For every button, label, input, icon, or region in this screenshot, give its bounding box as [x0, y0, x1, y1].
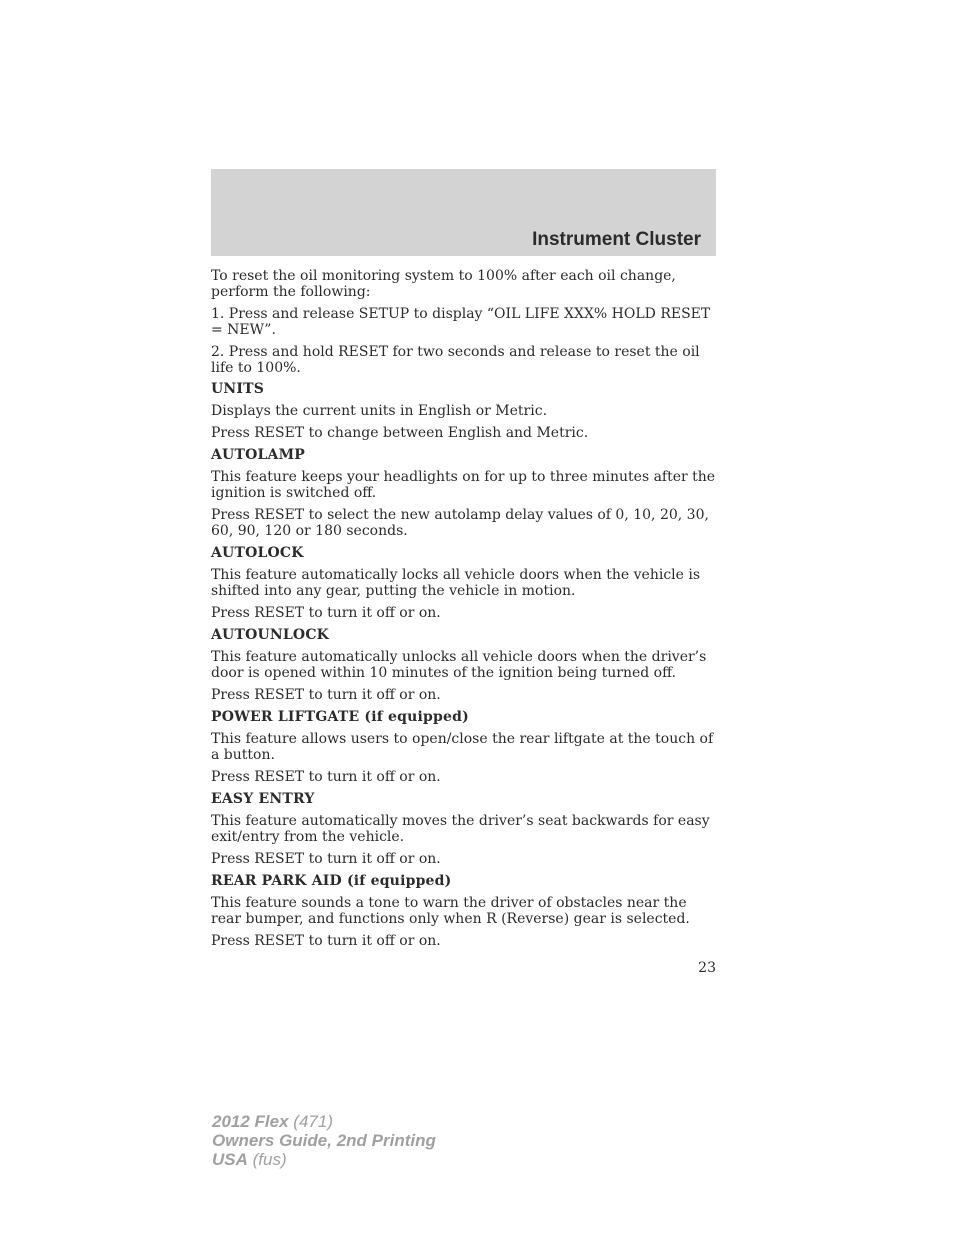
step-2: 2. Press and hold RESET for two seconds and release to reset the oil life to 100%.	[211, 344, 700, 376]
section-paragraph: Press RESET to select the new autolamp delay values of 0, 10, 20, 30, 60, 90, 120 or 180 seconds.	[211, 507, 709, 539]
footer-market-code: (fus)	[252, 1150, 287, 1169]
section-paragraph: Displays the current units in English or Metric.	[211, 403, 548, 419]
footer-market: USA	[212, 1150, 248, 1169]
section-heading: EASY ENTRY	[211, 791, 315, 807]
section-paragraph: Press RESET to turn it off or on.	[211, 933, 441, 949]
section-paragraph: Press RESET to turn it off or on.	[211, 851, 441, 867]
section-paragraph: This feature sounds a tone to warn the driver of obstacles near the rear bumper, and functions only when R (Reverse) gear is selected.	[211, 895, 690, 927]
section-paragraph: Press RESET to turn it off or on.	[211, 605, 441, 621]
section-units	[211, 381, 716, 441]
section-paragraph: Press RESET to turn it off or on.	[211, 769, 441, 785]
section-autounlock	[211, 627, 716, 703]
footer-line-model	[212, 1112, 436, 1131]
section-rear-park-aid	[211, 873, 716, 949]
section-easy-entry	[211, 791, 716, 867]
section-paragraph: Press RESET to change between English and Metric.	[211, 425, 589, 441]
section-heading: AUTOLAMP	[211, 447, 306, 463]
section-paragraph: This feature automatically moves the driver’s seat backwards for easy exit/entry from the vehicle.	[211, 813, 710, 845]
section-heading: AUTOUNLOCK	[211, 627, 330, 643]
section-paragraph: This feature automatically unlocks all vehicle doors when the driver’s door is opened within 10 minutes of the ignition being turned off.	[211, 649, 707, 681]
section-heading: UNITS	[211, 381, 265, 397]
footer-publication-info	[212, 1112, 436, 1169]
footer-model-year: 2012 Flex	[212, 1112, 289, 1131]
section-paragraph: This feature allows users to open/close the rear liftgate at the touch of a button.	[211, 731, 714, 763]
section-heading: AUTOLOCK	[211, 545, 304, 561]
page-number: 23	[698, 960, 716, 976]
footer-guide-edition: Owners Guide, 2nd Printing	[212, 1131, 436, 1150]
footer-model-code: (471)	[293, 1112, 333, 1131]
section-paragraph: This feature automatically locks all vehicle doors when the vehicle is shifted into any gear, putting the vehicle in motion.	[211, 567, 701, 599]
page-body	[211, 268, 716, 955]
section-title: Instrument Cluster	[532, 229, 701, 250]
section-heading: REAR PARK AID (if equipped)	[211, 873, 452, 889]
footer-line-guide	[212, 1131, 436, 1150]
section-paragraph: This feature keeps your headlights on for up to three minutes after the ignition is switched off.	[211, 469, 716, 501]
section-autolock	[211, 545, 716, 621]
section-heading: POWER LIFTGATE (if equipped)	[211, 709, 469, 725]
section-paragraph: Press RESET to turn it off or on.	[211, 687, 441, 703]
footer-line-market	[212, 1150, 436, 1169]
intro-paragraph: To reset the oil monitoring system to 100% after each oil change, perform the following:	[211, 268, 676, 300]
section-power-liftgate	[211, 709, 716, 785]
section-autolamp	[211, 447, 716, 539]
section-header-band	[211, 169, 716, 256]
step-1: 1. Press and release SETUP to display “OIL LIFE XXX% HOLD RESET = NEW”.	[211, 306, 711, 338]
